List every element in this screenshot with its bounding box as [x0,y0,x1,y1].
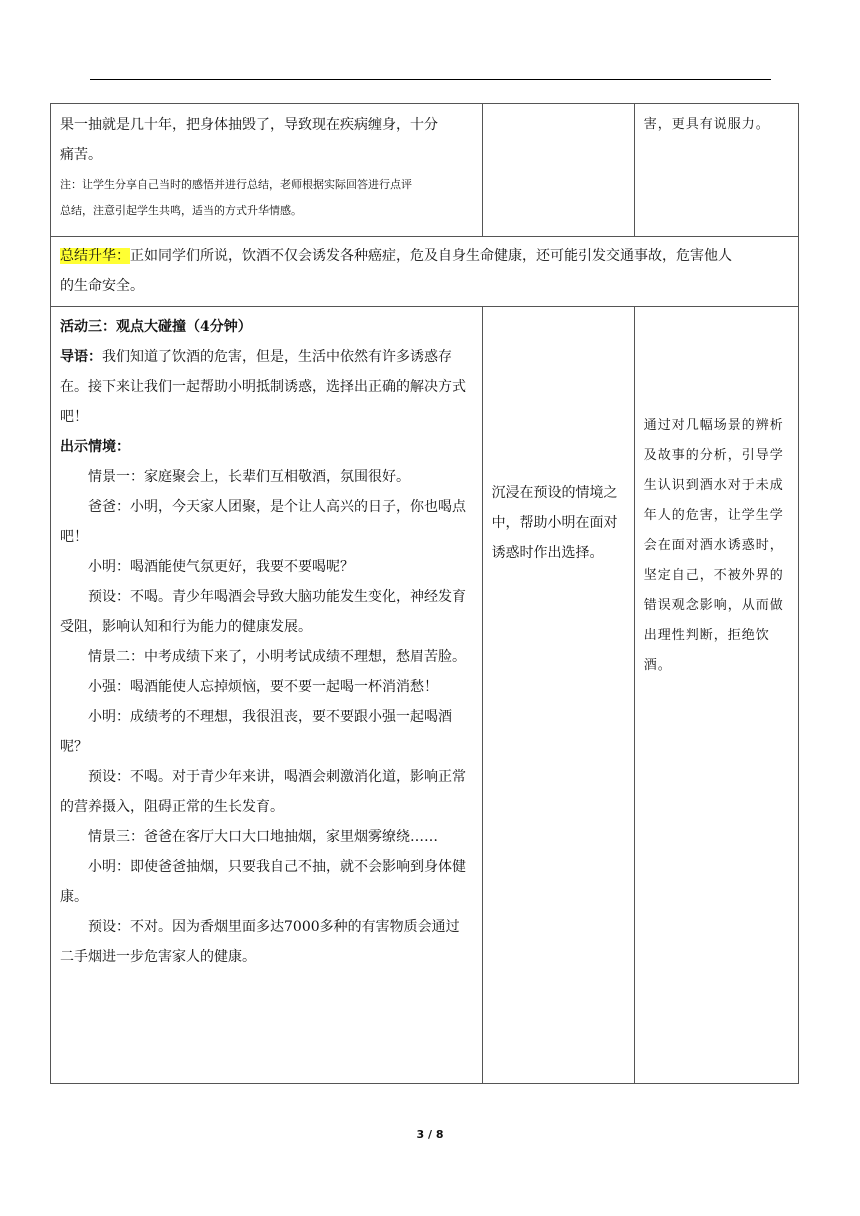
scenario-paragraph: 情景一：家庭聚会上，长辈们互相敬酒，氛围很好。 [88,469,410,485]
summary-text: 正如同学们所说，饮酒不仅会诱发各种癌症，危及自身生命健康，还可能引发交通事故，危害他人 [130,248,732,264]
situations-label: 出示情境： [60,439,130,455]
design-intent-cell [634,307,798,1084]
row1-middle-cell [482,104,634,237]
summary-label: 总结升华： [60,248,130,264]
scenario-paragraph: 爸爸：小明，今天家人团聚，是个让人高兴的日子，你也喝点吧！ [60,499,466,545]
table-row [51,104,799,237]
scenario-paragraph: 情景二：中考成绩下来了，小明考试成绩不理想，愁眉苦脸。 [88,649,466,665]
design-intent-text: 通过对几幅场景的辨析及故事的分析，引导学生认识到酒水对于未成年人的危害，让学生学会在面对酒水诱惑时，坚定自己，不被外界的错误观念影响，从而做出理性判断，拒绝饮酒。 [643,418,784,673]
summary-cell [51,237,799,307]
row1-right-cell [634,104,798,237]
row1-text-line: 痛苦。 [60,147,102,163]
scenario-paragraph: 小明：喝酒能使气氛更好，我要不要喝呢？ [88,559,354,575]
header-rule [90,79,771,80]
row1-design-intent: 害，更具有说服力。 [643,117,770,132]
student-activity-cell [482,307,634,1084]
intro-text: 我们知道了饮酒的危害，但是，生活中依然有许多诱惑存在。接下来让我们一起帮助小明抵制诱惑，选择出正确的解决方式吧！ [60,349,466,425]
row1-note-line: 注：让学生分享自己当时的感悟并进行总结，老师根据实际回答进行点评 [60,178,412,191]
row1-note-line: 总结，注意引起学生共鸣，适当的方式升华情感。 [60,204,302,217]
activity-cell [51,307,483,1084]
page-number: 3 / 8 [416,1128,444,1141]
scenario-paragraph: 情景三：爸爸在客厅大口大口地抽烟，家里烟雾缭绕…… [88,829,438,845]
activity-title: 活动三：观点大碰撞（4分钟） [60,319,252,335]
table-row [51,237,799,307]
scenario-paragraph: 小明：成绩考的不理想，我很沮丧，要不要跟小强一起喝酒呢？ [60,709,452,755]
scenario-paragraph: 小明：即使爸爸抽烟，只要我自己不抽，就不会影响到身体健康。 [60,859,466,905]
scenario-paragraph: 小强：喝酒能使人忘掉烦恼，要不要一起喝一杯消消愁！ [88,679,438,695]
student-activity-text: 沉浸在预设的情境之中，帮助小明在面对诱惑时作出选择。 [491,485,618,561]
row1-left-cell [51,104,483,237]
summary-text-line2: 的生命安全。 [60,278,144,294]
scenario-paragraph: 预设：不喝。青少年喝酒会导致大脑功能发生变化，神经发育受阻，影响认知和行为能力的健康发展。 [60,589,466,635]
row1-text-line: 果一抽就是几十年，把身体抽毁了，导致现在疾病缠身，十分 [60,117,438,133]
table-row [51,307,799,1084]
lesson-plan-table [50,103,799,1084]
scenario-paragraph: 预设：不喝。对于青少年来讲，喝酒会刺激消化道，影响正常的营养摄入，阻碍正常的生长发育。 [60,769,466,815]
scenario-paragraph: 预设：不对。因为香烟里面多达7000多种的有害物质会通过二手烟进一步危害家人的健康。 [60,919,460,965]
intro-label: 导语： [60,349,102,365]
